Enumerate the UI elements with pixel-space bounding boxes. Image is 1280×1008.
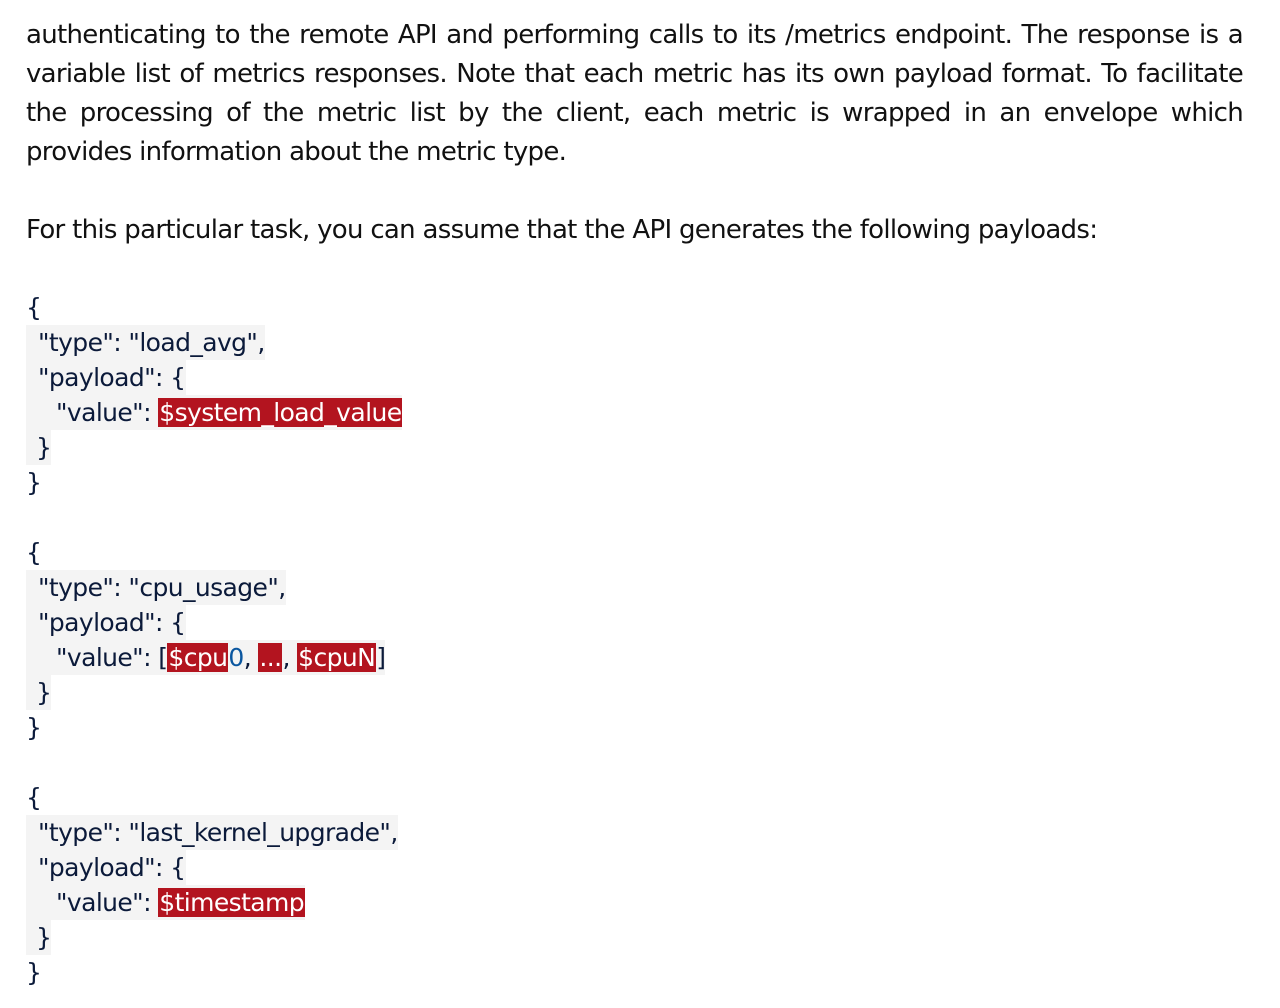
- code-value-key: "value":: [56, 888, 159, 917]
- document-body: [26, 16, 1243, 990]
- code-open-brace: {: [26, 293, 42, 322]
- code-value-key: "value":: [56, 398, 159, 427]
- code-type-value: "last_kernel_upgrade",: [128, 818, 398, 847]
- code-payload-key: "payload": {: [38, 608, 186, 637]
- code-value-placeholder: $timestamp: [159, 888, 305, 917]
- code-cpu-first-index: 0: [228, 643, 244, 672]
- code-array-close: ]: [376, 643, 386, 672]
- code-type-key: "type":: [38, 328, 129, 357]
- code-array-separator: ,: [243, 643, 259, 672]
- code-inner-close-brace: }: [26, 675, 51, 710]
- code-close-brace: }: [26, 713, 42, 742]
- code-type-key: "type":: [38, 818, 129, 847]
- payload-code-block-last-kernel-upgrade: [26, 780, 1243, 990]
- code-type-key: "type":: [38, 573, 129, 602]
- code-inner-close-brace: }: [26, 430, 51, 465]
- payload-code-block-load-avg: [26, 290, 1243, 500]
- code-payload-key: "payload": {: [38, 853, 186, 882]
- code-value-placeholder: $system_load_value: [159, 398, 402, 427]
- code-inner-close-brace: }: [26, 920, 51, 955]
- code-array-separator: ,: [282, 643, 298, 672]
- code-type-value: "cpu_usage",: [128, 573, 286, 602]
- code-cpu-last-placeholder: $cpuN: [298, 643, 376, 672]
- intro-paragraph: authenticating to the remote API and performing calls to its /metrics endpoint. The response is a variable list of metrics responses. Note that each metric has its own payload format. To facilitate the processing of the metric list by the client, each metric is wrapped in an envelope which provides information about the metric type.: [26, 20, 1243, 167]
- code-ellipsis-placeholder: ...: [259, 643, 282, 672]
- code-array-open: [: [158, 643, 168, 672]
- code-close-brace: }: [26, 958, 42, 987]
- payload-code-block-cpu-usage: [26, 535, 1243, 745]
- code-cpu-first-placeholder: $cpu: [168, 643, 228, 672]
- code-open-brace: {: [26, 783, 42, 812]
- code-close-brace: }: [26, 468, 42, 497]
- lead-paragraph: For this particular task, you can assume that the API generates the following payloads:: [26, 215, 1098, 245]
- code-payload-key: "payload": {: [38, 363, 186, 392]
- code-value-key: "value":: [56, 643, 159, 672]
- code-type-value: "load_avg",: [128, 328, 265, 357]
- code-open-brace: {: [26, 538, 42, 567]
